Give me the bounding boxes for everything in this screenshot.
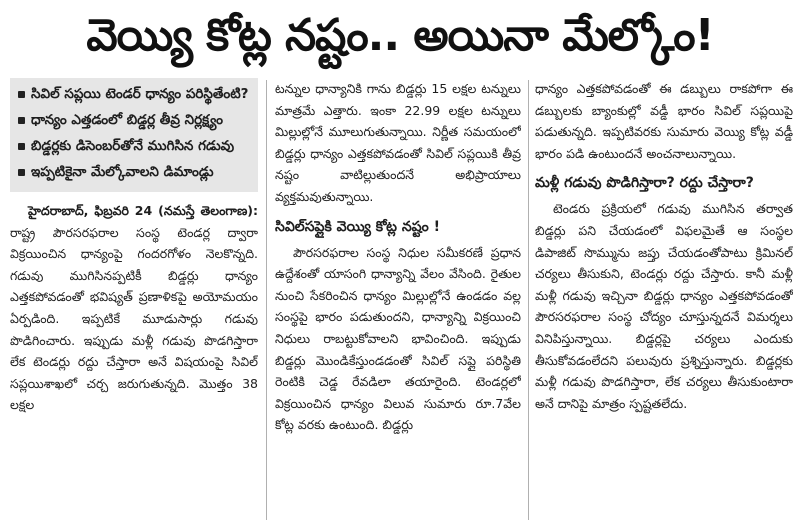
article-text: టెండరు ప్రక్రియలో గడువు ముగిసిన తర్వాత బిడ్డర్లు పని చేయడంలో విఫలమైతే ఆ సంస్థల డిపాజిట్ సొమ్మును జప్తు చేయడంతోపాటు క్రిమినల్ చర్యలు తీసుకుని, టెండర్లు రద్దు చేస్తారు. కానీ మళ్లీ మళ్లీ గడువు ఇచ్చినా బిడ్డర్లు ధాన్యం ఎత్తకపోవడంతో పౌరసరఫరాల సంస్థ చోద్యం చూస్తున్నదనే విమర్శలు వినిపిస్తున్నాయి. బిడ్డర్లపై చర్యలు ఎందుకు తీసుకోవడంలేదని పలువురు ప్రశ్నిస్తున్నారు. బిడ్డర్లకు మళ్లీ గడువు పొడగిస్తారా, లేక చర్యలు తీసుకుంటారా అనే దానిపై మాత్రం స్పష్టతలేదు. (535, 201, 793, 411)
article-text: రాష్ట్ర పౌరసరఫరాల సంస్థ టెండర్ల ద్వారా విక్రయించిన ధాన్యంపై గందరగోళం నెలకొన్నది. గడువు ముగిసినప్పటికీ బిడ్డర్లు ధాన్యం ఎత్తకపోవడంతో భవిష్యత్ ప్రణాళికపై అయోమయం ఏర్పడింది. ఇప్పటికే మూడుసార్లు గడువు పొడిగించారు. ఇప్పుడు మళ్లీ గడువు పొడగిస్తారా లేక టెండర్లు రద్దు చేస్తారా అనే విషయంపై సివిల్ సప్లయిశాఖలో చర్చ జరుగుతున్నది. మొత్తం 38 లక్షల (10, 224, 258, 413)
article-paragraph (275, 242, 521, 436)
square-bullet-icon (18, 143, 25, 150)
summary-text: ధాన్యం ఎత్తడంలో బిడ్డర్ల తీవ్ర నిర్లక్ష్యం (31, 112, 224, 128)
column-divider (266, 80, 267, 520)
article-paragraph (535, 198, 793, 414)
summary-text: ఇప్పటికైనా మేల్కోవాలని డిమాండ్లు (31, 164, 214, 180)
summary-text: బిడ్డర్లకు డిసెంబర్‌తోనే ముగిసిన గడువు (31, 138, 235, 154)
article-paragraph: టన్నుల ధాన్యానికి గాను బిడ్డర్లు 15 లక్షల టన్నులు మాత్రమే ఎత్తారు. ఇంకా 22.99 లక్షల టన్నులు మిల్లుల్లోనే మూలుగుతున్నాయి. నిర్ణీత సమయంలో బిడ్డర్లు ధాన్యం ఎత్తకపోవడంతో సివిల్ సప్లయికి తీవ్ర నష్టం వాటిల్లుతుందనే అభిప్రాయాలు వ్యక్తమవుతున్నాయి. (275, 81, 521, 204)
square-bullet-icon (18, 169, 25, 176)
article-column-1 (10, 78, 258, 524)
article-column-3 (535, 78, 793, 524)
summary-item (16, 84, 252, 105)
subheading: మళ్లీ గడువు పొడిగిస్తారా? రద్దు చేస్తారా? (535, 175, 754, 192)
summary-text: సివిల్ సప్లయి టెండర్ ధాన్యం పరిస్థితేంటి? (31, 86, 249, 102)
summary-box (10, 78, 258, 192)
article-paragraph (10, 200, 258, 416)
article-paragraph: ధాన్యం ఎత్తకపోవడంతో ఈ డబ్బులు రాకపోగా ఈ డబ్బులకు బ్యాంకుల్లో వడ్డీ భారం సివిల్ సప్లయిపై పడుతున్నది. ఇప్పటివరకు సుమారు వెయ్యి కోట్ల వడ్డీ భారం పడి ఉంటుందనే అంచనాలున్నాయి. (535, 81, 793, 161)
subheading: సివిల్‌సప్లైకి వెయ్యి కోట్ల నష్టం ! (275, 218, 440, 235)
article-column-2 (275, 78, 521, 524)
square-bullet-icon (18, 91, 25, 98)
headline: వెయ్యి కోట్ల నష్టం.. అయినా మేల్కోం! (86, 10, 714, 61)
summary-item (16, 110, 252, 131)
summary-item (16, 136, 252, 157)
article-text: పౌరసరఫరాల సంస్థ నిధుల సమీకరణే ప్రధాన ఉద్దేశంతో యాసంగి ధాన్యాన్ని వేలం వేసింది. రైతుల నుంచి సేకరించిన ధాన్యం మిల్లుల్లోనే ఉండడం వల్ల సంస్థపై భారం పడుతుందని, ధాన్యాన్ని విక్రయించి నిధులు రాబట్టుకోవాలని భావించింది. ఇప్పుడు బిడ్డర్లు మొండికేస్తుండడంతో సివిల్ సప్లై పరిస్థితి రెంటికి చెడ్డ రేవడిలా తయారైంది. టెండర్లలో విక్రయించిన ధాన్యం విలువ సుమారు రూ.7వేల కోట్ల వరకు ఉంటుంది. బిడ్డర్లు (275, 244, 521, 433)
summary-item (16, 162, 252, 183)
dateline: హైదరాబాద్, ఫిబ్రవరి 24 (నమస్తే తెలంగాణ): (28, 203, 258, 218)
column-divider (528, 80, 529, 520)
square-bullet-icon (18, 117, 25, 124)
